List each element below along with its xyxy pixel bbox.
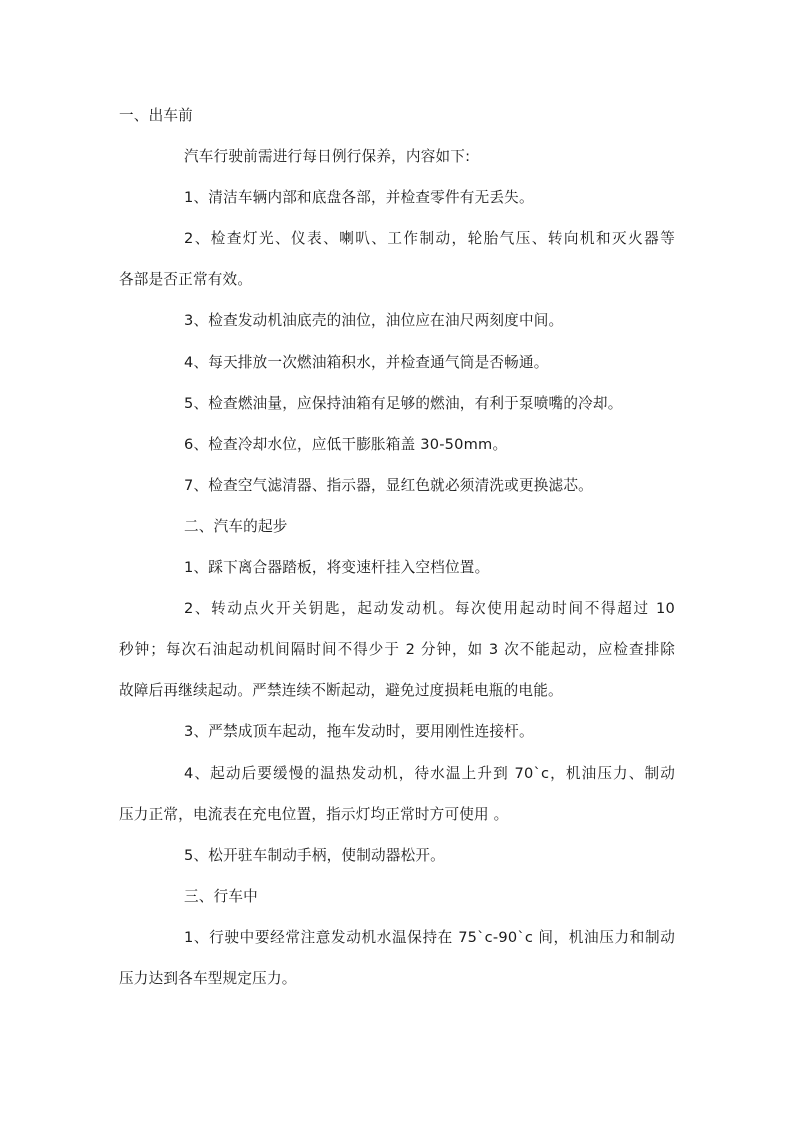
start-item-4-continuation: 压力正常，电流表在充电位置，指示灯均正常时方可使用 。 xyxy=(119,805,509,823)
list-item-1-clean: 1、清洁车辆内部和底盘各部，并检查零件有无丢失。 xyxy=(184,189,534,207)
start-item-1-clutch: 1、踩下离合器踏板，将变速杆挂入空档位置。 xyxy=(184,559,490,577)
list-item-6-coolant: 6、检查冷却水位，应低干膨胀箱盖 30-50mm。 xyxy=(184,435,508,453)
list-item-2-check-lights: 2、检查灯光、仪表、喇叭、工作制动，轮胎气压、转向机和灭火器等 xyxy=(184,230,675,248)
list-item-3-oil-level: 3、检查发动机油底壳的油位，油位应在油尺两刻度中间。 xyxy=(184,312,564,330)
start-item-2-continuation-1: 秒钟；每次石油起动机间隔时间不得少于 2 分钟，如 3 次不能起动，应检查排除 xyxy=(119,641,675,659)
list-item-2-continuation: 各部是否正常有效。 xyxy=(119,271,253,289)
start-item-5-parking-brake: 5、松开驻车制动手柄，使制动器松开。 xyxy=(184,846,445,864)
start-item-4-warm-up: 4、起动后要缓慢的温热发动机，待水温上升到 70`c，机油压力、制动 xyxy=(184,764,675,782)
section-heading-before-departure: 一、出车前 xyxy=(119,107,193,124)
list-item-7-air-filter: 7、检查空气滤清器、指示器，显红色就必须清洗或更换滤芯。 xyxy=(184,476,593,494)
section-heading-starting: 二、汽车的起步 xyxy=(184,517,288,535)
start-item-3-towing: 3、严禁成顶车起动，拖车发动时，要用刚性连接杆。 xyxy=(184,723,534,741)
document-body xyxy=(119,101,675,1005)
driving-item-1-temperature: 1、行驶中要经常注意发动机水温保持在 75`c-90`c 间，机油压力和制动 xyxy=(184,928,675,946)
section-heading-driving: 三、行车中 xyxy=(184,887,258,905)
start-item-2-ignition: 2、转动点火开关钥匙，起动发动机。每次使用起动时间不得超过 10 xyxy=(184,600,675,618)
driving-item-1-continuation: 压力达到各车型规定压力。 xyxy=(119,969,297,987)
list-item-4-drain-water: 4、每天排放一次燃油箱积水，并检查通气筒是否畅通。 xyxy=(184,353,549,371)
paragraph-intro: 汽车行驶前需进行每日例行保养，内容如下: xyxy=(184,148,471,166)
start-item-2-continuation-2: 故障后再继续起动。严禁连续不断起动，避免过度损耗电瓶的电能。 xyxy=(119,682,563,700)
list-item-5-fuel: 5、检查燃油量，应保持油箱有足够的燃油，有利于泵喷嘴的冷却。 xyxy=(184,394,623,412)
